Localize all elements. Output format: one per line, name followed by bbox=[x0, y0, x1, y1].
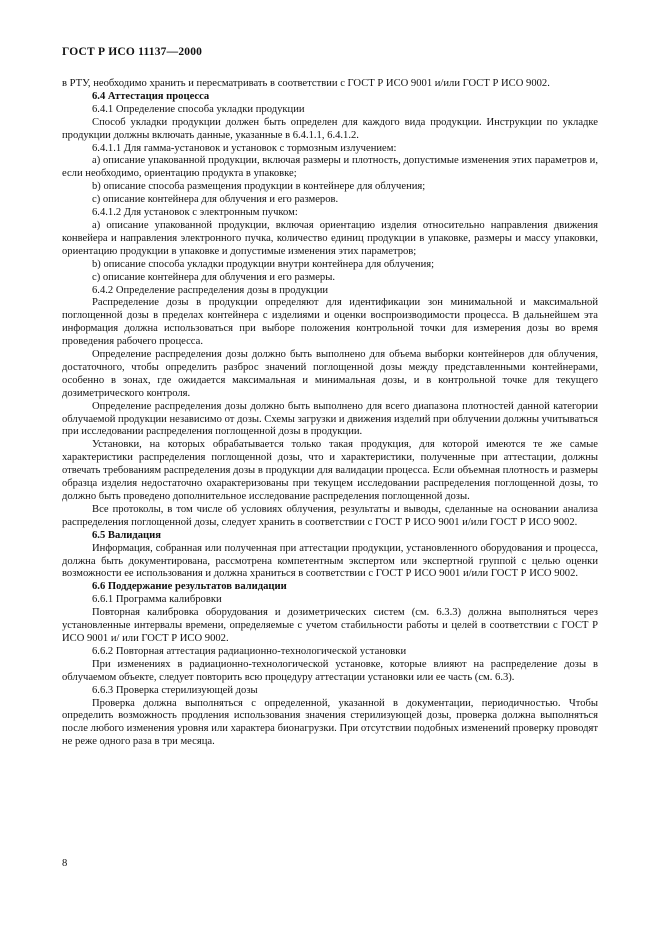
paragraph: Способ укладки продукции должен быть определен для каждого вида продукции. Инструкции по укладке продукции должны включать данные, указанные в 6.4.1.1, 6.4.1.2. bbox=[62, 116, 598, 141]
paragraph: Установки, на которых обрабатывается только такая продукция, для которой имеются те же самые характеристики распределения поглощенной дозы, что и характеристики, полученные при аттестации, должны отвечать требованиям распределения дозы в продукции для валидации процесса. Если объемная плотность и размеры образца изделия недостаточно охарактеризованы при текущем исследовании распределения поглощенной дозы, то должно быть проведено дополнительное исследование распределения поглощенной дозы. bbox=[62, 439, 598, 502]
subsection-heading: 6.4.1.2 Для установок с электронным пучком: bbox=[92, 207, 298, 219]
standard-header: ГОСТ Р ИСО 11137—2000 bbox=[62, 46, 203, 58]
subsection-heading: 6.6.1 Программа калибровки bbox=[92, 594, 222, 606]
subsection-heading: 6.6.2 Повторная аттестация радиационно-технологической установки bbox=[92, 645, 407, 657]
list-item: c) описание контейнера для облучения и его размеров. bbox=[92, 194, 339, 206]
subsection-heading: 6.6.3 Проверка стерилизующей дозы bbox=[92, 684, 258, 696]
paragraph: Информация, собранная или полученная при аттестации продукции, установленного оборудования и процесса, должна быть документирована, рассмотрена компетентным экспертом или экспертной группой с целью оценки возможности ее использования и должна храниться в соответствии с ГОСТ Р ИСО 9001 и/или ГОСТ Р ИСО 9002. bbox=[62, 542, 598, 580]
paragraph: При изменениях в радиационно-технологической установке, которые влияют на распределение дозы в облучаемом объекте, следует повторить всю процедуру аттестации установки или ее часть (см. 6.3). bbox=[62, 658, 598, 683]
document-body bbox=[62, 78, 598, 749]
paragraph: Все протоколы, в том числе об условиях облучения, результаты и выводы, сделанные на основании анализа распределения поглощенной дозы, следует хранить в соответствии с ГОСТ Р ИСО 9001 и/или ГОСТ Р ИСО 9002. bbox=[62, 503, 598, 528]
paragraph: в РТУ, необходимо хранить и пересматривать в соответствии с ГОСТ Р ИСО 9001 и/или ГОСТ Р ИСО 9002. bbox=[62, 78, 550, 89]
paragraph: Определение распределения дозы должно быть выполнено для всего диапазона плотностей данной категории облучаемой продукции независимо от дозы. Схемы загрузки и движения изделий при облучении должны учитываться при исследовании распределения поглощенной дозы в продукции. bbox=[62, 400, 598, 438]
list-item: a) описание упакованной продукции, включая размеры и плотность, допустимые изменения этих параметров и, если необходимо, ориентацию продукта в упаковке; bbox=[62, 155, 598, 180]
list-item: a) описание упакованной продукции, включая ориентацию изделия относительно направления движения конвейера и направления электронного пучка, количество единиц продукции в упаковке, размеры и массу упаковки, ориентацию продукции в упаковке и допустимые изменения этих параметров; bbox=[62, 219, 598, 257]
section-heading: 6.5 Валидация bbox=[92, 529, 161, 541]
section-heading: 6.6 Поддержание результатов валидации bbox=[92, 581, 287, 593]
paragraph: Проверка должна выполняться с определенной, указанной в документации, периодичностью. Чтобы определить возможность продления использования значения стерилизующей дозы, проверка должна выполняться после любого изменения уровня или характера бионагрузки. При отсутствии подобных изменений проверку проводят не реже одного раза в три месяца. bbox=[62, 697, 598, 748]
section-heading: 6.4 Аттестация процесса bbox=[92, 90, 210, 102]
list-item: b) описание способа размещения продукции в контейнере для облучения; bbox=[92, 181, 426, 193]
page-number: 8 bbox=[62, 858, 68, 869]
subsection-heading: 6.4.1 Определение способа укладки продукции bbox=[92, 103, 305, 115]
paragraph: Определение распределения дозы должно быть выполнено для объема выборки контейнеров для облучения, достаточного, чтобы определить разброс значений поглощенной дозы между представленными контейнерами, особенно в зонах, где ожидается максимальная и минимальная дозы, и в контрольной точке для текущего дозиметрического контроля. bbox=[62, 349, 598, 399]
list-item: b) описание способа укладки продукции внутри контейнера для облучения; bbox=[92, 258, 435, 270]
subsection-heading: 6.4.1.1 Для гамма-установок и установок с тормозным излучением: bbox=[92, 142, 397, 154]
paragraph: Распределение дозы в продукции определяют для идентификации зон минимальной и максимальной поглощенной дозы в пределах контейнера с изделиями и оценки воспроизводимости процесса. В дальнейшем эта информация должна использоваться при выборе положения контрольной точки для измерения дозы во время проведения рабочего процесса. bbox=[62, 297, 598, 348]
subsection-heading: 6.4.2 Определение распределения дозы в продукции bbox=[92, 284, 329, 296]
list-item: c) описание контейнера для облучения и его размеры. bbox=[92, 271, 335, 283]
paragraph: Повторная калибровка оборудования и дозиметрических систем (см. 6.3.3) должна выполняться через установленные интервалы времени, определяемые с учетом стабильности работы и целей в соответствии с ГОСТ Р ИСО 9001 и/ или ГОСТ Р ИСО 9002. bbox=[62, 607, 598, 644]
